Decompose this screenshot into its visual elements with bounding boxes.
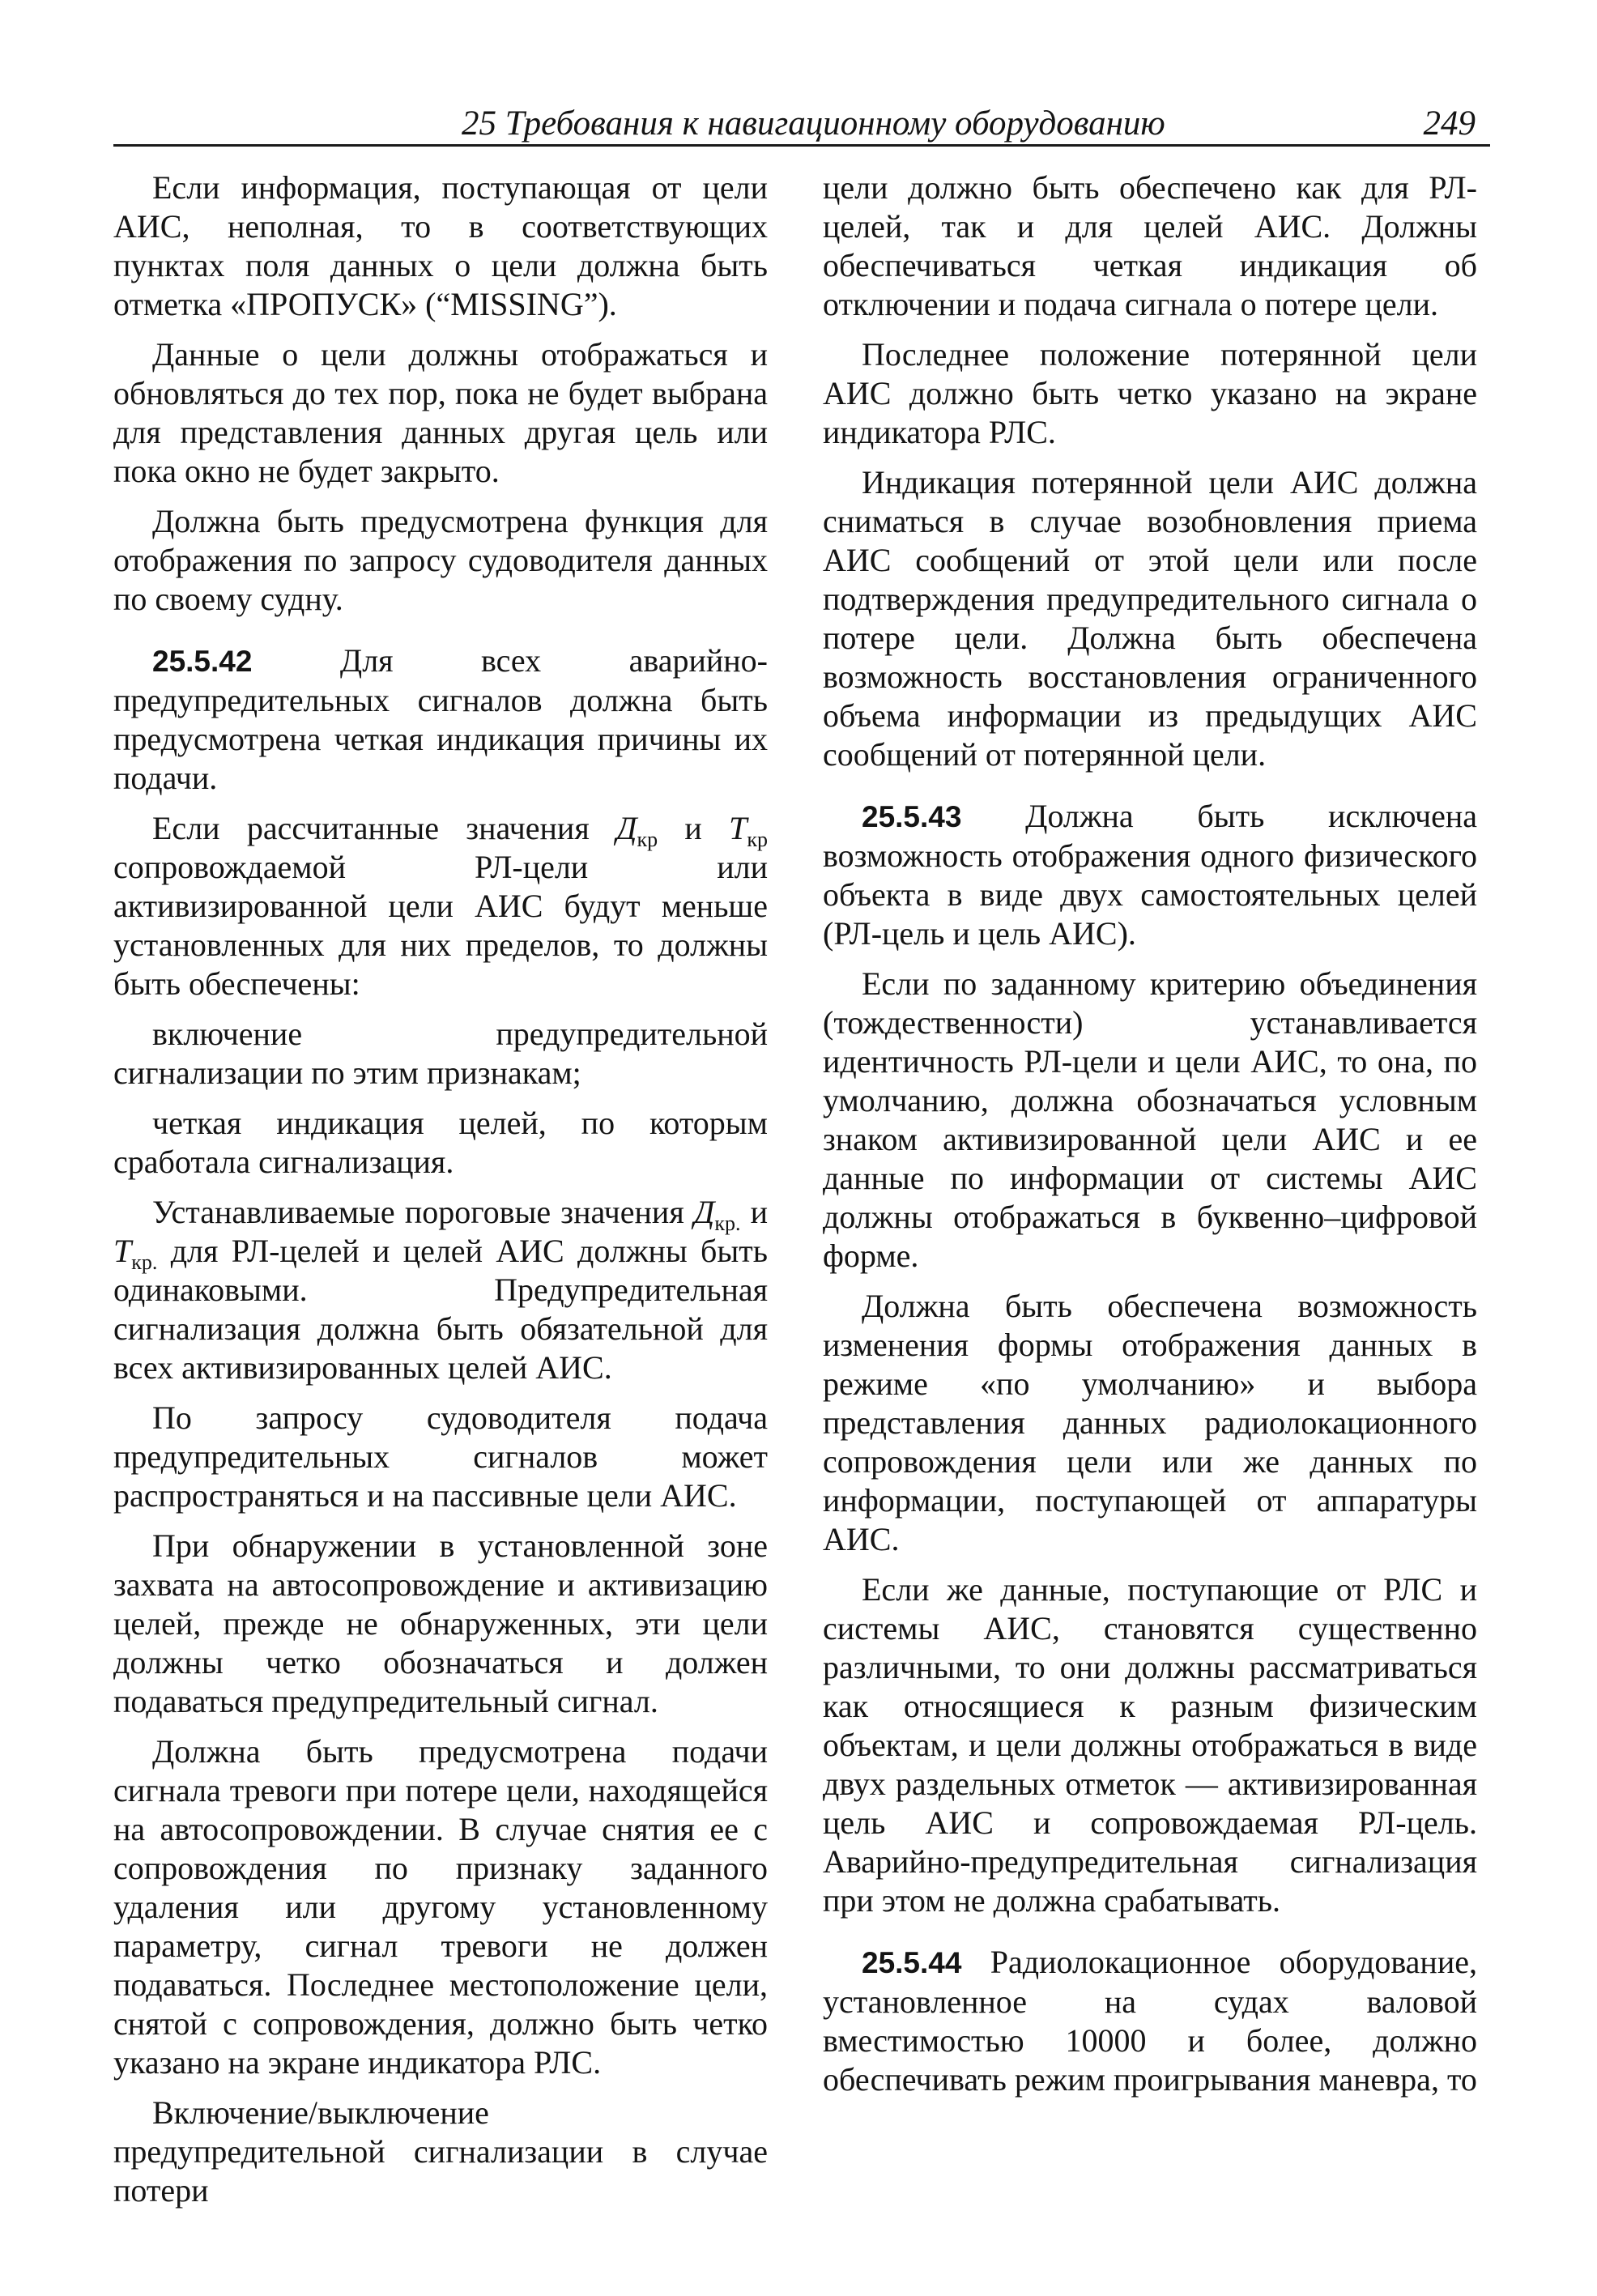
paragraph: Данные о цели должны отображаться и обновляться до тех пор, пока не будет выбрана для представления данных другая цель или пока окно не будет закрыто. (113, 336, 768, 489)
section-number: 25.5.42 (152, 645, 253, 678)
page-number: 249 (1423, 104, 1476, 143)
paragraph: Должна быть предусмотрена подачи сигнала тревоги при потере цели, находящейся на автосопровождении. В случае снятия ее с сопровождения по признаку заданного удаления или другому установленному параметру, сигнал тревоги не должен подаваться. Последнее местоположение цели, снятой с сопровождения, должно быть четко указано на экране индикатора РЛС. (113, 1733, 768, 2081)
symbol-d-kr: $Д_{кр}$ (616, 810, 658, 851)
paragraph: Если информация, поступающая от цели АИС, неполная, то в соответствующих пунктах поля данных о цели должна быть отметка «ПРОПУСК» (“MISSING”). (113, 169, 768, 322)
running-header (113, 104, 1490, 147)
text-run: сопровождаемой РЛ-цели или активизированной цели АИС будут меньше установленных для них пределов, то должны быть обеспечены: (113, 849, 768, 1002)
paragraph: По запросу судоводителя подача предупредительных сигналов может распространяться и на пассивные цели АИС. (113, 1399, 768, 1514)
section-number: 25.5.43 (862, 800, 962, 833)
section-25-5-44 (823, 1943, 1477, 2099)
paragraph-continued: цели должно быть обеспечено как для РЛ-целей, так и для целей АИС. Должны обеспечиваться четкая индикация об отключении и подача сигнала о потере цели. (823, 169, 1477, 322)
chapter-title: 25 Требования к навигационному оборудованию (462, 104, 1165, 143)
text-run: Устанавливаемые пороговые значения (152, 1194, 694, 1230)
section-text: Для всех аварийно-предупредительных сигналов должна быть предусмотрена четкая индикация причины их подачи. (113, 642, 768, 796)
text-run: и (740, 1194, 768, 1230)
paragraph: Индикация потерянной цели АИС должна сниматься в случае возобновления приема АИС сообщений от этой цели или после подтверждения предупредительного сигнала о потере цели. Должна быть обеспечена возможность восстановления ограниченного объема информации из предыдущих АИС сообщений от потерянной цели. (823, 464, 1477, 773)
text-run: и (658, 810, 730, 846)
section-text: Радиолокационное оборудование, установленное на судах валовой вместимостью 10000 и более, должно обеспечивать режим проигрывания маневра, то (823, 1944, 1477, 2098)
paragraph: При обнаружении в установленной зоне захвата на автосопровождение и активизацию целей, прежде не обнаруженных, эти цели должны четко обозначаться и должен подаваться предупредительный сигнал. (113, 1527, 768, 1719)
paragraph: Если же данные, поступающие от РЛС и системы АИС, становятся существенно различными, то они должны рассматриваться как относящиеся к разным физическим объектам, и цели должны отображаться в виде двух раздельных отметок — активизированная цель АИС и сопровождаемая РЛ-цель. Аварийно-предупредительная сигнализация при этом не должна срабатывать. (823, 1571, 1477, 1919)
symbol-d-kr: $Д_{кр.}$ (693, 1194, 741, 1235)
paragraph (113, 809, 768, 1003)
section-25-5-42 (113, 641, 768, 798)
section-text: Должна быть исключена возможность отображения одного физического объекта в виде двух самостоятельных целей (РЛ-цель и цель АИС). (823, 798, 1477, 952)
right-column (823, 168, 1477, 2099)
paragraph: четкая индикация целей, по которым сработала сигнализация. (113, 1105, 768, 1180)
paragraph: включение предупредительной сигнализации по этим признакам; (113, 1016, 768, 1091)
text-run: Если рассчитанные значения (152, 810, 617, 846)
text-run: для РЛ-целей и целей АИС должны быть одинаковыми. Предупредительная сигнализация должна быть обязательной для всех активизированных целей АИС. (113, 1233, 768, 1386)
paragraph: Должна быть предусмотрена функция для отображения по запросу судоводителя данных по своему судну. (113, 503, 768, 617)
paragraph (113, 1193, 768, 1387)
section-25-5-43 (823, 797, 1477, 953)
paragraph: Должна быть обеспечена возможность изменения формы отображения данных в режиме «по умолчанию» и выбора представления данных радиолокационного сопровождения цели или же данных по информации, поступающей от аппаратуры АИС. (823, 1288, 1477, 1557)
section-number: 25.5.44 (862, 1946, 962, 1979)
paragraph: Включение/выключение предупредительной сигнализации в случае потери (113, 2094, 768, 2209)
symbol-t-kr: $Т_{кр}$ (729, 810, 769, 851)
left-column (113, 168, 768, 2210)
paragraph: Если по заданному критерию объединения (тождественности) устанавливается идентичность РЛ-цели и цели АИС, то она, по умолчанию, должна обозначаться условным знаком активизированной цели АИС и ее данные по информации от системы АИС должны отображаться в буквенно–цифровой форме. (823, 965, 1477, 1274)
symbol-t-kr: $Т_{кр.}$ (113, 1233, 158, 1274)
paragraph: Последнее положение потерянной цели АИС должно быть четко указано на экране индикатора РЛС. (823, 336, 1477, 450)
